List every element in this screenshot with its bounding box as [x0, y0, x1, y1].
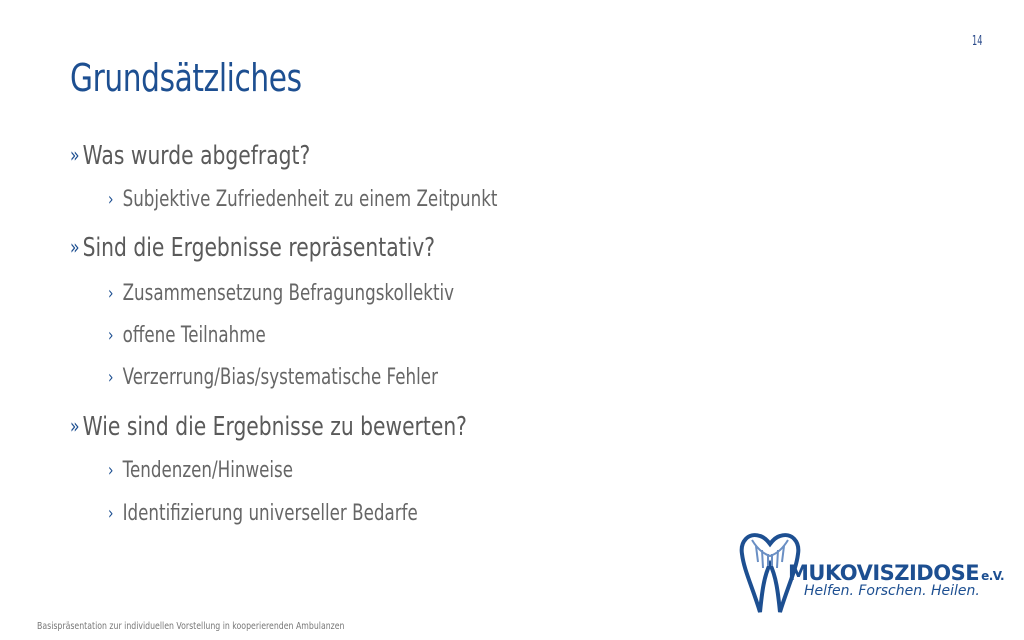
- bullet-text: offene Teilnahme: [122, 323, 266, 348]
- bullet-marker: ›: [108, 325, 114, 346]
- page-number: 14: [972, 34, 983, 49]
- footer-text: Basispräsentation zur individuellen Vorstellung in kooperierenden Ambulanzen: [37, 621, 345, 632]
- bullet-text: Was wurde abgefragt?: [82, 141, 311, 171]
- bullet-marker: ›: [108, 283, 114, 304]
- bullet-level1: [70, 141, 310, 171]
- bullet-text: Wie sind die Ergebnisse zu bewerten?: [82, 412, 467, 442]
- bullet-level1: [70, 412, 467, 442]
- bullet-level2: [108, 281, 454, 306]
- bullet-level1: [70, 233, 435, 263]
- bullet-level2: [108, 458, 293, 483]
- mukoviszidose-logo: [738, 528, 1005, 618]
- bullet-text: Sind die Ergebnisse repräsentativ?: [82, 233, 435, 263]
- logo-tagline: Helfen. Forschen. Heilen.: [804, 583, 980, 599]
- bullet-level2: [108, 323, 266, 348]
- bullet-text: Identifizierung universeller Bedarfe: [122, 501, 418, 526]
- bullet-marker: »: [70, 143, 80, 167]
- bullet-text: Tendenzen/Hinweise: [122, 458, 294, 483]
- bullet-marker: ›: [108, 189, 114, 210]
- bullet-text: Subjektive Zufriedenheit zu einem Zeitpunkt: [122, 187, 498, 212]
- bullet-level2: [108, 365, 438, 390]
- bullet-text: Verzerrung/Bias/systematische Fehler: [122, 365, 438, 390]
- logo-suffix: e.V.: [981, 569, 1005, 583]
- bullet-marker: ›: [108, 503, 114, 524]
- bullet-level2: [108, 187, 497, 212]
- bullet-marker: ›: [108, 367, 114, 388]
- slide-title: Grundsätzliches: [70, 56, 302, 100]
- bullet-text: Zusammensetzung Befragungskollektiv: [122, 281, 455, 306]
- logo-name: MUKOVISZIDOSE: [788, 561, 980, 585]
- bullet-marker: ›: [108, 460, 114, 481]
- bullet-level2: [108, 501, 418, 526]
- bullet-marker: »: [70, 235, 80, 259]
- bullet-marker: »: [70, 414, 80, 438]
